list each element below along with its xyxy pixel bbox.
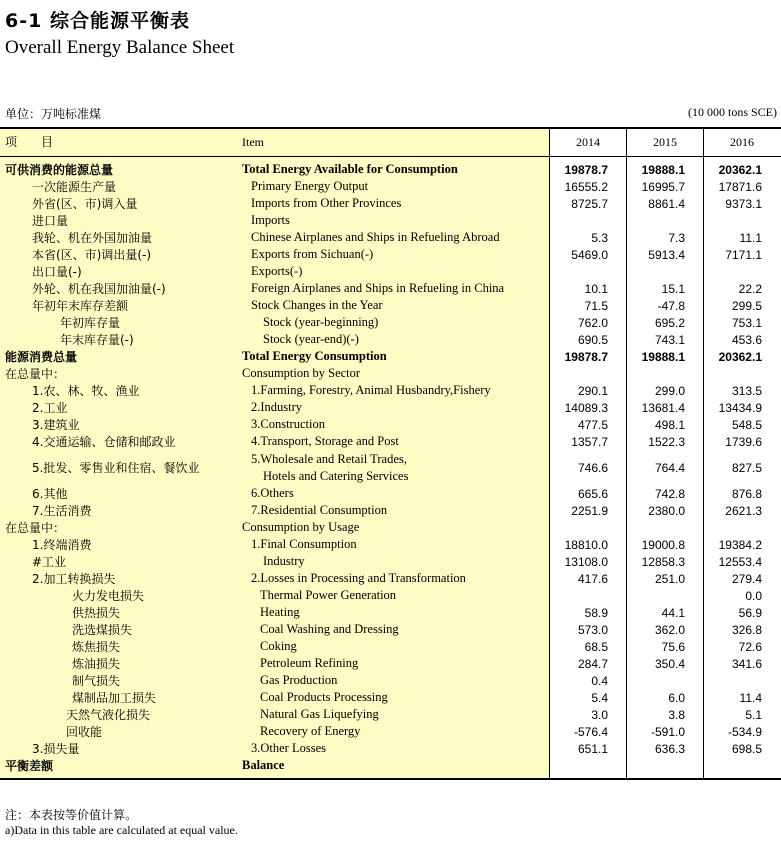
table-row <box>0 672 781 689</box>
cell-value-2016: 2621.3 <box>725 503 762 518</box>
cell-value-2014: 665.6 <box>577 486 608 501</box>
row-label-en-line: 5.Wholesale and Retail Trades, <box>251 451 407 466</box>
cell-value-2015: 12858.3 <box>641 554 685 569</box>
row-label-en <box>242 365 360 382</box>
row-label-en <box>251 502 387 519</box>
cell-value-2014: 16555.2 <box>564 179 608 194</box>
table-row <box>0 263 781 280</box>
table-row <box>0 280 781 297</box>
row-label-en <box>260 604 300 621</box>
table-row <box>0 519 781 536</box>
cell-value-2016: 876.8 <box>731 486 762 501</box>
cell-value-2016: 0.0 <box>745 588 762 603</box>
row-label-cn: 供热损失 <box>72 606 121 620</box>
row-label-en-line: 7.Residential Consumption <box>251 503 388 517</box>
cell-value-2014: 10.1 <box>584 281 608 296</box>
row-label-en-line: Imports from Other Provinces <box>251 196 402 210</box>
cell-value-2015: 16995.7 <box>641 179 685 194</box>
cell-value-2014: 746.6 <box>577 460 608 475</box>
row-label-en <box>251 297 383 314</box>
row-label-en-line: Total Energy Available for Consumption <box>242 162 458 176</box>
cell-value-2014: 0.4 <box>591 673 608 688</box>
row-label-cn: 我轮、机在外国加油量 <box>32 231 153 245</box>
row-label-en-line: 3.Construction <box>251 417 325 431</box>
table-row <box>0 212 781 229</box>
row-label-cn: 5.批发、零售业和住宿、餐饮业 <box>32 461 200 475</box>
table-row <box>0 297 781 314</box>
cell-value-2015 <box>627 365 685 382</box>
row-label-en-line: Stock Changes in the Year <box>251 298 383 312</box>
cell-value-2016 <box>704 263 762 280</box>
row-label-cn: 炼焦损失 <box>72 640 121 654</box>
cell-value-2015 <box>627 757 685 774</box>
cell-value-2016: 341.6 <box>731 656 762 671</box>
table-row <box>0 161 781 178</box>
cell-value-2014: 3.0 <box>591 707 608 722</box>
cell-value-2014: 19878.7 <box>564 162 608 177</box>
row-label-en-line: Coal Products Processing <box>260 690 388 704</box>
cell-value-2014: 68.5 <box>584 639 608 654</box>
cell-value-2015 <box>627 212 685 229</box>
row-label-en <box>251 178 368 195</box>
row-label-en <box>251 195 401 212</box>
cell-value-2014: 13108.0 <box>564 554 608 569</box>
header-year-2015: 2015 <box>653 135 677 149</box>
row-label-en <box>260 587 396 604</box>
cell-value-2015: 742.8 <box>654 486 685 501</box>
row-label-cn: 1.终端消费 <box>32 538 92 552</box>
row-label-en-line: Heating <box>260 605 300 619</box>
cell-value-2016: 827.5 <box>731 460 762 475</box>
row-label-cn: 在总量中： <box>5 367 66 381</box>
row-label-en <box>251 450 408 485</box>
cell-value-2014: -576.4 <box>573 724 608 739</box>
row-label-en <box>260 706 379 723</box>
row-label-en <box>251 536 357 553</box>
cell-value-2016: 698.5 <box>731 741 762 756</box>
row-label-cn: 2.加工转换损失 <box>32 572 116 586</box>
row-label-en-line: Imports <box>251 213 290 227</box>
cell-value-2015: 695.2 <box>654 315 685 330</box>
cell-value-2016: 12553.4 <box>718 554 762 569</box>
cell-value-2016: 56.9 <box>738 605 762 620</box>
cell-value-2016: 279.4 <box>731 571 762 586</box>
cell-value-2015 <box>627 263 685 280</box>
table-row <box>0 485 781 502</box>
cell-value-2016: 11.1 <box>739 230 762 245</box>
cell-value-2016: 72.6 <box>738 639 762 654</box>
row-label-en-line: Petroleum Refining <box>260 656 359 670</box>
row-label-cn: 年末库存量(-) <box>60 333 134 347</box>
cell-value-2015: 19888.1 <box>641 162 685 177</box>
table-row <box>0 365 781 382</box>
row-label-en <box>260 655 358 672</box>
row-label-en-line: Stock (year-beginning) <box>263 315 379 329</box>
cell-value-2016: 299.5 <box>731 298 762 313</box>
row-label-en <box>242 348 387 365</box>
row-label-en <box>263 553 305 570</box>
cell-value-2014: 762.0 <box>577 315 608 330</box>
table-row <box>0 246 781 263</box>
cell-value-2016 <box>704 365 762 382</box>
row-label-cn: 平衡差额 <box>5 759 54 773</box>
row-label-cn: 本省(区、市)调出量(-) <box>32 248 152 262</box>
page-title-cn: 6-1 综合能源平衡表 <box>5 10 190 32</box>
row-label-en-line: 2.Losses in Processing and Transformation <box>251 571 466 585</box>
table-row <box>0 178 781 195</box>
row-label-en-line: Gas Production <box>260 673 338 687</box>
row-label-en-line: Stock (year-end)(-) <box>263 332 359 346</box>
cell-value-2016: 7171.1 <box>725 247 762 262</box>
cell-value-2014: 8725.7 <box>571 196 608 211</box>
cell-value-2014 <box>550 519 608 536</box>
cell-value-2015: 350.4 <box>654 656 685 671</box>
row-label-cn: 4.交通运输、仓储和邮政业 <box>32 435 176 449</box>
cell-value-2014: 5.3 <box>591 230 608 245</box>
page-title-en: Overall Energy Balance Sheet <box>5 37 235 58</box>
cell-value-2015: 498.1 <box>654 417 685 432</box>
row-label-en-line: 1.Final Consumption <box>251 537 357 551</box>
row-label-cn: 2.工业 <box>32 401 68 415</box>
cell-value-2016: 5.1 <box>745 707 762 722</box>
row-label-cn: 1.农、林、牧、渔业 <box>32 384 140 398</box>
row-label-cn: 制气损失 <box>72 674 121 688</box>
row-label-cn: 外轮、机在我国加油量(-) <box>32 282 166 296</box>
cell-value-2014: 58.9 <box>584 605 608 620</box>
row-label-cn: 年初库存量 <box>60 316 121 330</box>
row-label-cn: 7.生活消费 <box>32 504 92 518</box>
cell-value-2014 <box>550 263 608 280</box>
cell-value-2016: 11.4 <box>739 690 762 705</box>
cell-value-2015: 2380.0 <box>648 503 685 518</box>
cell-value-2015 <box>627 672 685 689</box>
row-label-en-line: Chinese Airplanes and Ships in Refueling Abroad <box>251 230 500 244</box>
row-label-cn: 外省(区、市)调入量 <box>32 197 138 211</box>
row-label-cn: #工业 <box>32 555 67 569</box>
table-row <box>0 348 781 365</box>
row-label-en-line: 6.Others <box>251 486 294 500</box>
row-label-cn: 天然气液化损失 <box>66 708 151 722</box>
energy-balance-table <box>0 127 781 780</box>
table-header <box>0 129 781 157</box>
row-label-en-line: Exports(-) <box>251 264 303 278</box>
row-label-en-line: Thermal Power Generation <box>260 588 397 602</box>
cell-value-2015: -47.8 <box>657 298 685 313</box>
table-row <box>0 331 781 348</box>
row-label-cn: 煤制品加工损失 <box>72 691 157 705</box>
cell-value-2016: 453.6 <box>731 332 762 347</box>
cell-value-2014: 290.1 <box>577 383 608 398</box>
header-item-en: Item <box>242 135 264 149</box>
cell-value-2015: 1522.3 <box>648 434 685 449</box>
header-item-cn: 项 目 <box>5 135 54 149</box>
row-label-en <box>251 229 500 246</box>
row-label-en <box>242 757 284 774</box>
row-label-cn: 炼油损失 <box>72 657 121 671</box>
cell-value-2015: 299.0 <box>654 383 685 398</box>
cell-value-2016: 20362.1 <box>718 349 762 364</box>
cell-value-2015: 6.0 <box>668 690 685 705</box>
table-row <box>0 604 781 621</box>
table-row <box>0 502 781 519</box>
cell-value-2014: 5.4 <box>591 690 608 705</box>
table-row <box>0 757 781 774</box>
cell-value-2014 <box>550 757 608 774</box>
footnote-en: a)Data in this table are calculated at equal value. <box>5 823 238 837</box>
cell-value-2014: 2251.9 <box>571 503 608 518</box>
row-label-en-line: Primary Energy Output <box>251 179 369 193</box>
row-label-en-line: Hotels and Catering Services <box>263 468 409 483</box>
row-label-en <box>260 723 360 740</box>
row-label-en-line: 2.Industry <box>251 400 303 414</box>
cell-value-2014: 14089.3 <box>564 400 608 415</box>
table-row <box>0 314 781 331</box>
table-row <box>0 382 781 399</box>
cell-value-2015: 13681.4 <box>641 400 685 415</box>
unit-label-en: (10 000 tons SCE) <box>687 105 777 119</box>
row-label-en <box>251 740 326 757</box>
row-label-cn: 洗选煤损失 <box>72 623 133 637</box>
row-label-cn: 在总量中： <box>5 521 66 535</box>
row-label-en <box>251 246 373 263</box>
row-label-cn: 火力发电损失 <box>72 589 145 603</box>
cell-value-2015 <box>627 519 685 536</box>
footnote-cn: 注：本表按等价值计算。 <box>5 808 138 822</box>
unit-label-cn: 单位：万吨标准煤 <box>5 107 102 121</box>
row-label-en-line: Coal Washing and Dressing <box>260 622 399 636</box>
table-row <box>0 536 781 553</box>
cell-value-2015: 19000.8 <box>641 537 685 552</box>
table-row <box>0 416 781 433</box>
row-label-en-line: 3.Other Losses <box>251 741 326 755</box>
row-label-en <box>260 638 297 655</box>
cell-value-2015: 251.0 <box>654 571 685 586</box>
cell-value-2016 <box>704 757 762 774</box>
table-row <box>0 399 781 416</box>
row-label-cn: 3.建筑业 <box>32 418 80 432</box>
table-row <box>0 638 781 655</box>
row-label-en-line: Total Energy Consumption <box>242 349 387 363</box>
cell-value-2015: 7.3 <box>668 230 685 245</box>
table-row <box>0 689 781 706</box>
cell-value-2015: 636.3 <box>654 741 685 756</box>
table-row <box>0 723 781 740</box>
row-label-en <box>251 399 302 416</box>
cell-value-2016: 13434.9 <box>718 400 762 415</box>
table-row <box>0 450 781 485</box>
header-year-2014: 2014 <box>576 135 600 149</box>
cell-value-2016: 326.8 <box>731 622 762 637</box>
cell-value-2014: 690.5 <box>577 332 608 347</box>
cell-value-2016: 17871.6 <box>718 179 762 194</box>
row-label-en <box>251 280 504 297</box>
table-row <box>0 587 781 604</box>
cell-value-2016 <box>704 212 762 229</box>
cell-value-2015: 8861.4 <box>648 196 685 211</box>
row-label-en-line: Consumption by Usage <box>242 520 360 534</box>
row-label-en-line: Coking <box>260 639 297 653</box>
cell-value-2014: 651.1 <box>577 741 608 756</box>
row-label-en <box>251 433 399 450</box>
row-label-en-line: Industry <box>263 554 305 568</box>
row-label-en <box>242 161 458 178</box>
cell-value-2016: 22.2 <box>738 281 762 296</box>
cell-value-2015: 3.8 <box>668 707 685 722</box>
row-label-en <box>251 570 466 587</box>
cell-value-2014: 573.0 <box>577 622 608 637</box>
cell-value-2014 <box>550 365 608 382</box>
row-label-en <box>242 519 359 536</box>
table-row <box>0 570 781 587</box>
cell-value-2016: 548.5 <box>731 417 762 432</box>
row-label-en-line: Balance <box>242 758 285 772</box>
cell-value-2016 <box>704 519 762 536</box>
cell-value-2016: 753.1 <box>731 315 762 330</box>
cell-value-2014: 284.7 <box>577 656 608 671</box>
row-label-en <box>251 485 294 502</box>
row-label-en <box>260 689 388 706</box>
cell-value-2015: 15.1 <box>661 281 685 296</box>
cell-value-2015: 743.1 <box>654 332 685 347</box>
table-row <box>0 195 781 212</box>
row-label-en-line: 1.Farming, Forestry, Animal Husbandry,Fishery <box>251 383 491 397</box>
header-year-2016: 2016 <box>730 135 754 149</box>
table-row <box>0 706 781 723</box>
cell-value-2014: 5469.0 <box>571 247 608 262</box>
row-label-en-line: Natural Gas Liquefying <box>260 707 379 721</box>
cell-value-2015: 362.0 <box>654 622 685 637</box>
table-row <box>0 740 781 757</box>
cell-value-2015: 75.6 <box>661 639 685 654</box>
row-label-cn: 3.损失量 <box>32 742 80 756</box>
table-row <box>0 433 781 450</box>
cell-value-2014: 477.5 <box>577 417 608 432</box>
cell-value-2016: -534.9 <box>727 724 762 739</box>
row-label-en-line: Exports from Sichuan(-) <box>251 247 374 261</box>
row-label-cn: 可供消费的能源总量 <box>5 163 114 177</box>
cell-value-2016 <box>704 672 762 689</box>
cell-value-2014: 1357.7 <box>571 434 608 449</box>
cell-value-2014 <box>550 212 608 229</box>
row-label-cn: 回收能 <box>66 725 103 739</box>
cell-value-2014: 71.5 <box>584 298 608 313</box>
row-label-cn: 一次能源生产量 <box>32 180 117 194</box>
cell-value-2015: 764.4 <box>654 460 685 475</box>
cell-value-2015: -591.0 <box>650 724 685 739</box>
cell-value-2014: 19878.7 <box>564 349 608 364</box>
row-label-en-line: Consumption by Sector <box>242 366 361 380</box>
row-label-en <box>260 672 337 689</box>
table-row <box>0 553 781 570</box>
table-row <box>0 621 781 638</box>
row-label-cn: 出口量(-) <box>32 265 82 279</box>
row-label-en-line: 4.Transport, Storage and Post <box>251 434 399 448</box>
row-label-en <box>251 212 290 229</box>
cell-value-2016: 9373.1 <box>725 196 762 211</box>
row-label-cn: 进口量 <box>32 214 69 228</box>
cell-value-2016: 20362.1 <box>718 162 762 177</box>
cell-value-2016: 313.5 <box>731 383 762 398</box>
row-label-en <box>251 382 491 399</box>
table-body <box>0 157 781 778</box>
cell-value-2016: 19384.2 <box>718 537 762 552</box>
cell-value-2015: 44.1 <box>661 605 685 620</box>
cell-value-2015 <box>627 587 685 604</box>
row-label-en-line: Foreign Airplanes and Ships in Refueling in China <box>251 281 505 295</box>
cell-value-2016: 1739.6 <box>725 434 762 449</box>
cell-value-2015: 5913.4 <box>648 247 685 262</box>
row-label-cn: 年初年末库存差额 <box>32 299 129 313</box>
row-label-cn: 6.其他 <box>32 487 68 501</box>
row-label-en-line: Recovery of Energy <box>260 724 361 738</box>
row-label-en <box>263 331 359 348</box>
cell-value-2015: 19888.1 <box>641 349 685 364</box>
table-row <box>0 229 781 246</box>
row-label-en <box>260 621 399 638</box>
row-label-en <box>251 416 325 433</box>
table-row <box>0 655 781 672</box>
cell-value-2014 <box>550 587 608 604</box>
row-label-en <box>251 263 302 280</box>
row-label-en <box>263 314 378 331</box>
row-label-cn: 能源消费总量 <box>5 350 78 364</box>
cell-value-2014: 18810.0 <box>564 537 608 552</box>
cell-value-2014: 417.6 <box>577 571 608 586</box>
